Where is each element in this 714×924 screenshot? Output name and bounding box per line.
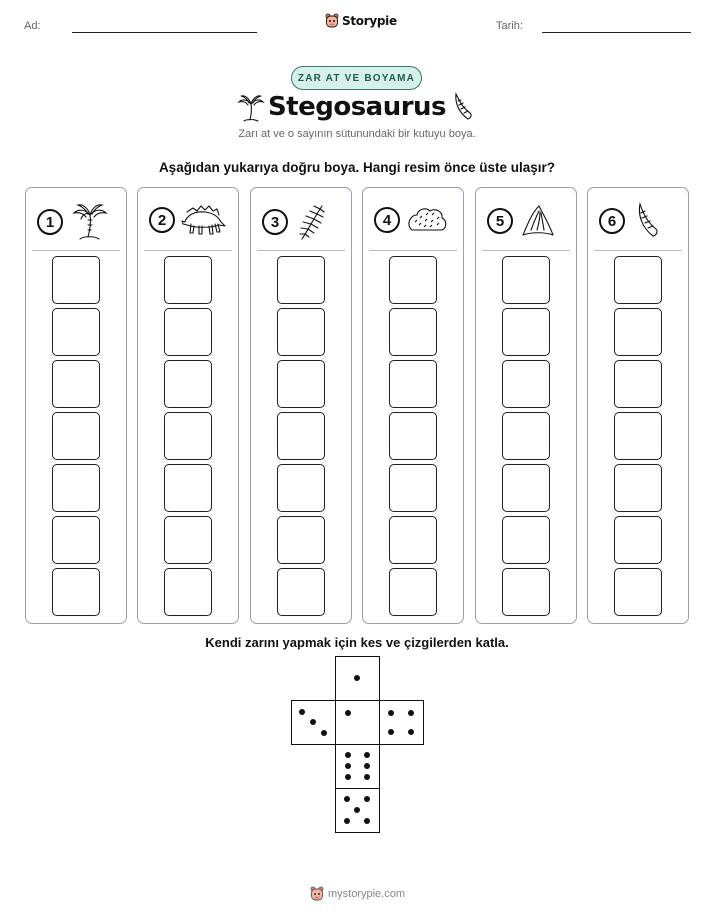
storypie-mascot-icon: [310, 886, 324, 902]
color-box[interactable]: [389, 464, 437, 512]
stegosaurus-plate-icon: [519, 202, 557, 240]
color-box[interactable]: [502, 412, 550, 460]
die-face-3[interactable]: [291, 700, 336, 745]
pip: [408, 710, 414, 716]
color-box[interactable]: [502, 516, 550, 564]
storypie-mascot-icon: [325, 13, 339, 29]
horn-shell-icon: [631, 202, 661, 240]
color-box[interactable]: [52, 412, 100, 460]
activity-badge: ZAR AT VE BOYAMA: [291, 66, 422, 90]
color-box[interactable]: [389, 308, 437, 356]
color-box[interactable]: [164, 568, 212, 616]
color-box[interactable]: [389, 516, 437, 564]
die-face-4[interactable]: [379, 700, 424, 745]
column-number: 4: [374, 207, 400, 233]
column-divider: [482, 250, 570, 251]
color-box[interactable]: [52, 516, 100, 564]
color-box[interactable]: [614, 412, 662, 460]
column-number: 6: [599, 208, 625, 234]
column-2: [137, 187, 239, 624]
color-box[interactable]: [52, 360, 100, 408]
footer-url[interactable]: mystorypie.com: [328, 888, 406, 900]
color-box[interactable]: [164, 308, 212, 356]
color-box[interactable]: [389, 360, 437, 408]
pip: [364, 774, 370, 780]
page-title: Stegosaurus: [267, 92, 447, 122]
color-box[interactable]: [277, 360, 325, 408]
name-line[interactable]: [72, 32, 257, 33]
horn-shell-icon: [450, 92, 474, 122]
column-divider: [32, 250, 120, 251]
color-box[interactable]: [277, 464, 325, 512]
color-box[interactable]: [502, 256, 550, 304]
die-face-5[interactable]: [335, 788, 380, 833]
color-box[interactable]: [52, 308, 100, 356]
column-5: [475, 187, 577, 624]
pip: [344, 818, 350, 824]
color-box[interactable]: [277, 256, 325, 304]
color-box[interactable]: [277, 308, 325, 356]
color-box[interactable]: [52, 256, 100, 304]
color-box[interactable]: [52, 568, 100, 616]
column-number: 2: [149, 207, 175, 233]
column-1: [25, 187, 127, 624]
pip: [321, 730, 327, 736]
pip: [388, 729, 394, 735]
color-box[interactable]: [614, 308, 662, 356]
dice-instruction: Kendi zarını yapmak için kes ve çizgilerden katla.: [205, 635, 509, 650]
column-4: [362, 187, 464, 624]
color-box[interactable]: [389, 412, 437, 460]
pip: [344, 796, 350, 802]
date-line[interactable]: [542, 32, 691, 33]
pip: [388, 710, 394, 716]
color-box[interactable]: [502, 360, 550, 408]
color-box[interactable]: [164, 412, 212, 460]
pip: [354, 675, 360, 681]
subtitle: Zarı at ve o sayının sütunundaki bir kutuyu boya.: [238, 128, 476, 140]
instruction-text: Aşağıdan yukarıya doğru boya. Hangi resim önce üste ulaşır?: [158, 160, 556, 175]
color-box[interactable]: [164, 516, 212, 564]
fern-leaf-icon: [294, 202, 330, 242]
pip: [364, 796, 370, 802]
color-box[interactable]: [389, 568, 437, 616]
color-box[interactable]: [277, 568, 325, 616]
color-box[interactable]: [614, 464, 662, 512]
color-box[interactable]: [502, 464, 550, 512]
color-box[interactable]: [502, 568, 550, 616]
column-number: 3: [262, 209, 288, 235]
color-box[interactable]: [614, 360, 662, 408]
palm-tree-icon: [69, 202, 109, 242]
column-divider: [144, 250, 232, 251]
color-box[interactable]: [277, 412, 325, 460]
bush-icon: [406, 202, 448, 238]
pip: [345, 710, 351, 716]
die-face-1-center[interactable]: [335, 700, 380, 745]
column-divider: [369, 250, 457, 251]
pip: [364, 763, 370, 769]
color-box[interactable]: [502, 308, 550, 356]
color-box[interactable]: [614, 516, 662, 564]
die-face-6[interactable]: [335, 744, 380, 789]
column-6: [587, 187, 689, 624]
column-number: 1: [37, 209, 63, 235]
name-label: Ad:: [24, 20, 41, 32]
pip: [310, 719, 316, 725]
pip: [408, 729, 414, 735]
color-box[interactable]: [164, 360, 212, 408]
pip: [354, 807, 360, 813]
pip: [345, 752, 351, 758]
die-face-1-top[interactable]: [335, 656, 380, 701]
footer: [310, 886, 405, 902]
pip: [345, 763, 351, 769]
color-box[interactable]: [277, 516, 325, 564]
brand-logo: [325, 13, 397, 29]
color-box[interactable]: [614, 568, 662, 616]
pip: [364, 752, 370, 758]
color-box[interactable]: [52, 464, 100, 512]
pip: [364, 818, 370, 824]
color-box[interactable]: [164, 256, 212, 304]
color-box[interactable]: [389, 256, 437, 304]
pip: [299, 709, 305, 715]
column-3: [250, 187, 352, 624]
pip: [345, 774, 351, 780]
column-number: 5: [487, 208, 513, 234]
color-box[interactable]: [164, 464, 212, 512]
date-label: Tarih:: [496, 20, 523, 32]
column-divider: [257, 250, 345, 251]
column-divider: [594, 250, 682, 251]
stegosaurus-icon: [181, 202, 227, 238]
brand-name: Storypie: [342, 14, 397, 28]
color-box[interactable]: [614, 256, 662, 304]
